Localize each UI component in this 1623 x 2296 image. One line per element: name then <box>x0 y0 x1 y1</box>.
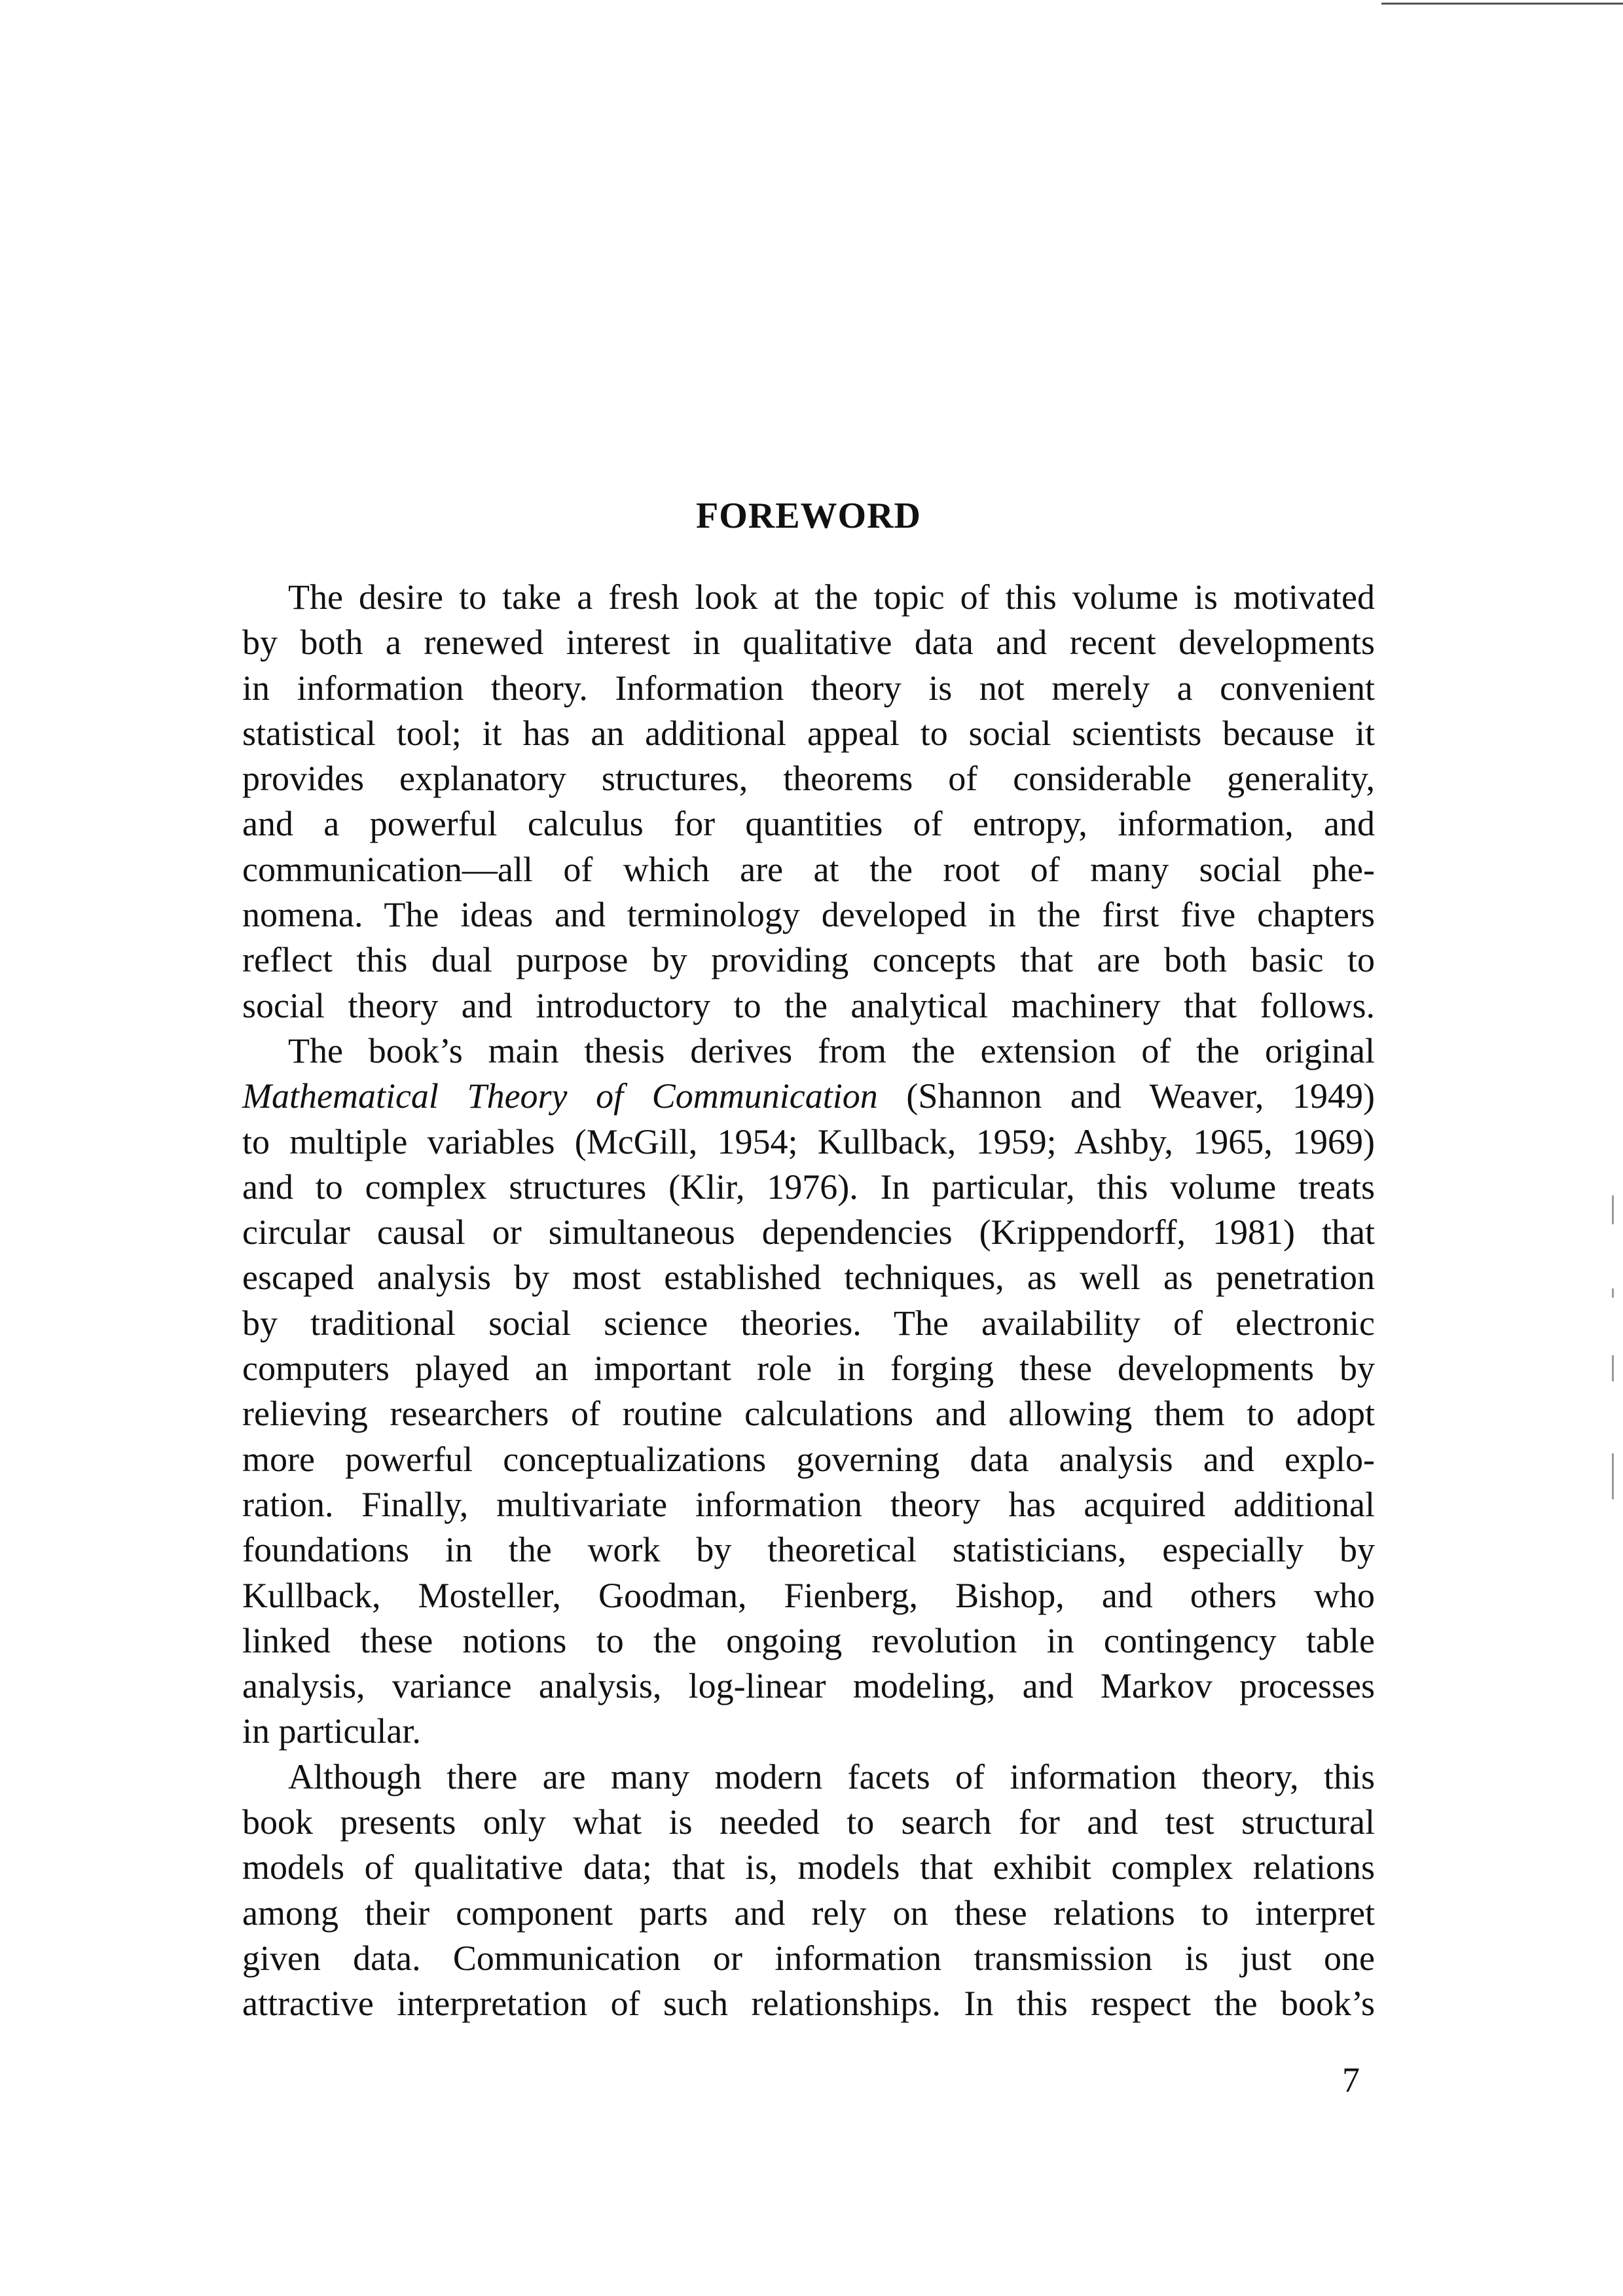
text-line: given data. Communication or information transmission is just one <box>242 1938 1375 1978</box>
text-line: foundations in the work by theoretical statisticians, especially by <box>242 1530 1375 1570</box>
text-line: The book’s main thesis derives from the extension of the original <box>288 1030 1375 1070</box>
text-line <box>242 1074 1375 1119</box>
text-line: and a powerful calculus for quantities of entropy, information, and <box>242 804 1375 844</box>
text-line: relieving researchers of routine calculations and allowing them to adopt <box>242 1394 1375 1434</box>
text-line: in information theory. Information theory is not merely a convenient <box>242 668 1375 708</box>
text-line: attractive interpretation of such relationships. In this respect the book’s <box>242 1984 1375 2024</box>
text-line: computers played an important role in forging these developments by <box>242 1349 1375 1389</box>
text-line: linked these notions to the ongoing revolution in contingency table <box>242 1620 1375 1660</box>
text-line: The desire to take a fresh look at the topic of this volume is motivated <box>288 577 1375 617</box>
text-line: book presents only what is needed to search for and test structural <box>242 1802 1375 1842</box>
paragraph-1 <box>242 575 1375 1029</box>
book-title: Mathematical Theory of Communication <box>242 1076 878 1116</box>
text-line: to multiple variables (McGill, 1954; Kullback, 1959; Ashby, 1965, 1969) <box>242 1121 1375 1161</box>
scan-mark <box>1612 1195 1614 1224</box>
text-line: social theory and introductory to the analytical machinery that follows. <box>242 985 1375 1025</box>
text-line: models of qualitative data; that is, models that exhibit complex relations <box>242 1848 1375 1887</box>
text-line: Kullback, Mosteller, Goodman, Fienberg, Bishop, and others who <box>242 1575 1375 1615</box>
scan-mark <box>1612 1355 1614 1381</box>
citation: (Shannon and Weaver, 1949) <box>877 1076 1375 1116</box>
text-line: in particular. <box>242 1711 421 1751</box>
text-line: and to complex structures (Klir, 1976). In particular, this volume treats <box>242 1167 1375 1207</box>
text-line: escaped analysis by most established techniques, as well as penetration <box>242 1258 1375 1298</box>
text-line: provides explanatory structures, theorems of considerable generality, <box>242 759 1375 799</box>
text-line: statistical tool; it has an additional appeal to social scientists because it <box>242 713 1375 753</box>
text-line: Although there are many modern facets of information theory, this <box>288 1757 1375 1796</box>
top-edge-rule <box>1381 3 1623 5</box>
page-body <box>242 490 1375 2027</box>
text-line: by traditional social science theories. The availability of electronic <box>242 1303 1375 1343</box>
paragraph-3 <box>242 1755 1375 2027</box>
page-title: FOREWORD <box>696 496 921 536</box>
scan-mark <box>1612 1288 1614 1298</box>
scan-mark <box>1612 1453 1614 1499</box>
page-number: 7 <box>1342 2060 1360 2100</box>
text-line: more powerful conceptualizations governing data analysis and explo- <box>242 1439 1375 1479</box>
paragraph-2 <box>242 1029 1375 1755</box>
text-line: analysis, variance analysis, log-linear modeling, and Markov processes <box>242 1666 1375 1706</box>
text-line: reflect this dual purpose by providing concepts that are both basic to <box>242 940 1375 980</box>
text-line: ration. Finally, multivariate information theory has acquired additional <box>242 1484 1375 1524</box>
text-line: among their component parts and rely on these relations to interpret <box>242 1893 1375 1933</box>
text-line: nomena. The ideas and terminology developed in the first five chapters <box>242 895 1375 935</box>
text-line: communication—all of which are at the root of many social phe- <box>242 849 1375 889</box>
text-line: circular causal or simultaneous dependencies (Krippendorff, 1981) that <box>242 1212 1375 1252</box>
text-line: by both a renewed interest in qualitative data and recent developments <box>242 623 1375 663</box>
